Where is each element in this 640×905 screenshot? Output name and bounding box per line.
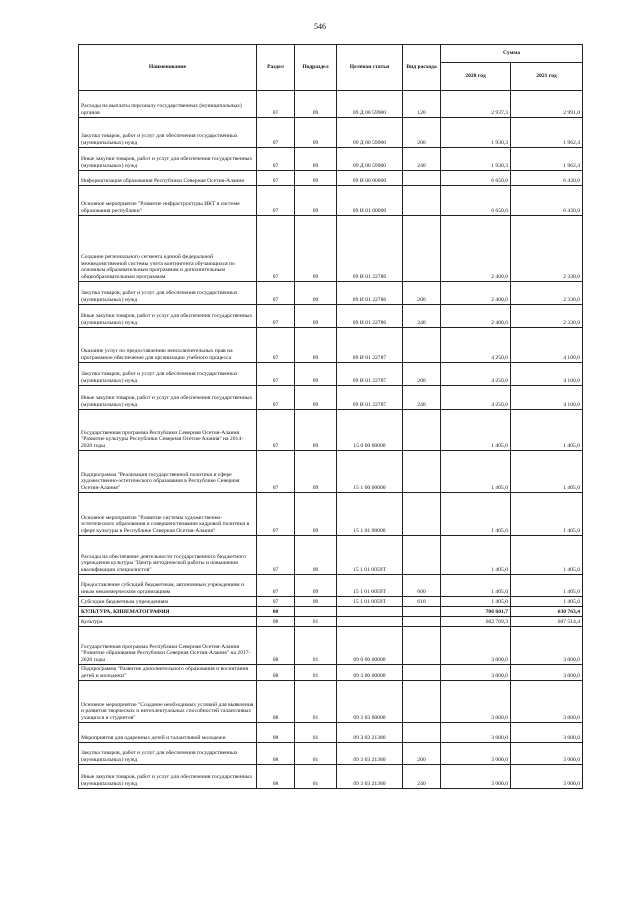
cell-2020: 1 405,0 (441, 451, 511, 493)
cell-2020: 6 650,0 (441, 186, 511, 216)
cell-2020: 1 405,0 (441, 597, 511, 607)
cell-vid (403, 536, 441, 575)
header-2020: 2020 год (441, 63, 511, 91)
cell-vid (403, 328, 441, 363)
cell-2020: 1 405,0 (441, 410, 511, 451)
cell-2021: 1 405,0 (511, 451, 583, 493)
cell-podrazdel (295, 607, 337, 617)
cell-razdel: 08 (257, 723, 295, 743)
cell-target: 09 И 01 22786 (337, 305, 403, 328)
cell-2020: 2 400,0 (441, 305, 511, 328)
cell-vid (403, 665, 441, 681)
cell-razdel: 08 (257, 607, 295, 617)
cell-target: 15 1 01 0059Т (337, 597, 403, 607)
cell-2021: 1 405,0 (511, 410, 583, 451)
table-row (79, 607, 583, 617)
cell-name: Культура (79, 617, 257, 627)
table-row (79, 148, 583, 171)
cell-razdel: 08 (257, 665, 295, 681)
cell-2021: 6 430,0 (511, 186, 583, 216)
header-name: Наименование (79, 45, 257, 91)
cell-2020: 1 930,3 (441, 148, 511, 171)
cell-2020: 6 650,0 (441, 171, 511, 186)
cell-podrazdel: 01 (295, 765, 337, 789)
cell-razdel: 07 (257, 282, 295, 305)
cell-podrazdel: 09 (295, 536, 337, 575)
cell-2020: 4 250,0 (441, 363, 511, 386)
cell-2021: 4 100,0 (511, 328, 583, 363)
cell-razdel: 07 (257, 493, 295, 536)
cell-target: 09 3 03 21380 (337, 723, 403, 743)
cell-target: 09 Д 00 59900 (337, 118, 403, 148)
cell-target: 15 1 01 00000 (337, 493, 403, 536)
cell-podrazdel: 09 (295, 575, 337, 597)
cell-2021: 4 100,0 (511, 363, 583, 386)
cell-target: 09 И 01 00000 (337, 186, 403, 216)
table-row (79, 171, 583, 186)
cell-vid (403, 617, 441, 627)
cell-podrazdel: 01 (295, 617, 337, 627)
cell-2020: 682 769,3 (441, 617, 511, 627)
cell-name: Мероприятия для одаренных детей и талантливой молодежи (79, 723, 257, 743)
table-row (79, 386, 583, 410)
cell-vid: 240 (403, 148, 441, 171)
cell-2020: 1 930,3 (441, 118, 511, 148)
cell-target: 09 И 01 22786 (337, 216, 403, 282)
cell-razdel: 08 (257, 765, 295, 789)
cell-razdel: 07 (257, 451, 295, 493)
cell-2021: 1 405,0 (511, 575, 583, 597)
cell-2020: 1 405,0 (441, 536, 511, 575)
cell-target: 09 3 03 00000 (337, 681, 403, 723)
cell-2021: 1 962,4 (511, 148, 583, 171)
cell-razdel: 07 (257, 536, 295, 575)
header-podrazdel: Подраздел (295, 45, 337, 91)
cell-2020: 3 000,0 (441, 765, 511, 789)
cell-razdel: 07 (257, 148, 295, 171)
cell-podrazdel: 09 (295, 216, 337, 282)
cell-vid (403, 216, 441, 282)
table-row (79, 363, 583, 386)
cell-vid: 120 (403, 91, 441, 118)
cell-2021: 3 000,0 (511, 743, 583, 765)
cell-razdel: 08 (257, 681, 295, 723)
cell-podrazdel: 09 (295, 305, 337, 328)
cell-podrazdel: 09 (295, 363, 337, 386)
cell-podrazdel: 09 (295, 597, 337, 607)
cell-podrazdel: 09 (295, 410, 337, 451)
cell-vid (403, 451, 441, 493)
cell-name: Предоставление субсидий бюджетным, автономным учреждениям и иным некоммерческим организациям (79, 575, 257, 597)
cell-target: 09 Д 00 59900 (337, 148, 403, 171)
cell-target: 15 1 01 0059Т (337, 575, 403, 597)
cell-2020: 2 400,0 (441, 282, 511, 305)
cell-razdel: 07 (257, 91, 295, 118)
cell-name: Основное мероприятие "Развитие системы художественно-эстетического образования и совершенствование кадровой политики в сфере культуры в Республике Северная Осетия-Алания" (79, 493, 257, 536)
cell-podrazdel: 09 (295, 148, 337, 171)
cell-podrazdel: 09 (295, 386, 337, 410)
cell-name: Иные закупки товаров, работ и услуг для обеспечения государственных (муниципальных) нужд (79, 765, 257, 789)
cell-target: 15 1 00 00000 (337, 451, 403, 493)
cell-name: Создание регионального сегмента единой федеральной межведомственной системы учета контингента обучающихся по основным образовательным программам и дополнительным общеобразовательным программам (79, 216, 257, 282)
cell-target (337, 607, 403, 617)
table-row (79, 575, 583, 597)
table-row (79, 743, 583, 765)
table-row (79, 681, 583, 723)
cell-2020: 3 000,0 (441, 627, 511, 665)
cell-vid (403, 723, 441, 743)
cell-2020: 1 405,0 (441, 575, 511, 597)
cell-2020: 1 405,0 (441, 493, 511, 536)
cell-razdel: 07 (257, 410, 295, 451)
cell-name: Иные закупки товаров, работ и услуг для обеспечения государственных (муниципальных) нужд (79, 305, 257, 328)
cell-target: 09 Д 00 59900 (337, 91, 403, 118)
cell-target: 15 0 00 00000 (337, 410, 403, 451)
cell-vid: 200 (403, 363, 441, 386)
cell-2021: 4 100,0 (511, 386, 583, 410)
cell-target: 09 3 03 21380 (337, 765, 403, 789)
cell-vid: 200 (403, 118, 441, 148)
table-row (79, 410, 583, 451)
cell-razdel: 07 (257, 597, 295, 607)
cell-razdel: 07 (257, 575, 295, 597)
cell-name: Закупка товаров, работ и услуг для обеспечения государственных (муниципальных) нужд (79, 363, 257, 386)
cell-name: Основное мероприятие "Развитие инфраструктуры ИКТ в системе образования республики" (79, 186, 257, 216)
table-row (79, 536, 583, 575)
cell-2021: 630 763,4 (511, 607, 583, 617)
cell-target: 09 И 00 00000 (337, 171, 403, 186)
cell-target: 09 3 00 00000 (337, 665, 403, 681)
cell-name: Закупка товаров, работ и услуг для обеспечения государственных (муниципальных) нужд (79, 118, 257, 148)
cell-razdel: 07 (257, 171, 295, 186)
cell-target: 15 1 01 0059Т (337, 536, 403, 575)
cell-name: Субсидии бюджетным учреждениям (79, 597, 257, 607)
cell-podrazdel: 09 (295, 186, 337, 216)
cell-razdel: 07 (257, 328, 295, 363)
cell-2020: 3 000,0 (441, 723, 511, 743)
cell-vid (403, 186, 441, 216)
cell-name: Расходы на обеспечение деятельности государственного бюджетного учреждения культуры "Центр методической работы и повышения квалификации специалистов" (79, 536, 257, 575)
cell-name: Подпрограмма "Развитие дополнительного образования и воспитания детей и молодежи" (79, 665, 257, 681)
cell-2021: 2 991,0 (511, 91, 583, 118)
table-row (79, 451, 583, 493)
cell-2020: 706 601,7 (441, 607, 511, 617)
budget-table (78, 44, 583, 789)
header-2021: 2021 год (511, 63, 583, 91)
cell-podrazdel: 09 (295, 171, 337, 186)
cell-razdel: 07 (257, 186, 295, 216)
cell-vid (403, 681, 441, 723)
table-row (79, 493, 583, 536)
cell-vid: 200 (403, 282, 441, 305)
header-target: Целевая статья (337, 45, 403, 91)
table-row (79, 216, 583, 282)
cell-name: Государственная программа Республики Северная Осетия-Алания "Развитие культуры Республики Северная Осетия-Алания" на 2014-2020 годы (79, 410, 257, 451)
cell-2021: 3 000,0 (511, 681, 583, 723)
page-number: 546 (314, 22, 326, 31)
cell-podrazdel: 09 (295, 282, 337, 305)
cell-vid (403, 171, 441, 186)
cell-target: 09 0 00 00000 (337, 627, 403, 665)
cell-target (337, 617, 403, 627)
cell-razdel: 08 (257, 627, 295, 665)
cell-name: Иные закупки товаров, работ и услуг для обеспечения государственных (муниципальных) нужд (79, 148, 257, 171)
cell-2021: 3 000,0 (511, 627, 583, 665)
cell-vid: 240 (403, 765, 441, 789)
cell-2020: 2 937,3 (441, 91, 511, 118)
table-row (79, 305, 583, 328)
cell-2021: 1 962,4 (511, 118, 583, 148)
cell-2020: 3 000,0 (441, 743, 511, 765)
table-row (79, 765, 583, 789)
cell-vid (403, 627, 441, 665)
cell-podrazdel: 09 (295, 493, 337, 536)
cell-name: Информатизация образования Республики Северная Осетия-Алания (79, 171, 257, 186)
cell-name: Основное мероприятие "Создание необходимых условий для выявления и развития творческих и интеллектуальных способностей талантливых учащихся и студентов" (79, 681, 257, 723)
table-row (79, 723, 583, 743)
cell-vid: 240 (403, 305, 441, 328)
cell-razdel: 07 (257, 118, 295, 148)
table-row (79, 627, 583, 665)
cell-2021: 2 330,0 (511, 305, 583, 328)
cell-2021: 3 000,0 (511, 665, 583, 681)
cell-podrazdel: 09 (295, 118, 337, 148)
cell-vid (403, 607, 441, 617)
cell-name: Закупка товаров, работ и услуг для обеспечения государственных (муниципальных) нужд (79, 743, 257, 765)
table-row (79, 617, 583, 627)
cell-2021: 1 405,0 (511, 493, 583, 536)
cell-name: Иные закупки товаров, работ и услуг для обеспечения государственных (муниципальных) нужд (79, 386, 257, 410)
header-summa: Сумма (441, 45, 583, 63)
cell-podrazdel: 09 (295, 451, 337, 493)
cell-2021: 1 405,0 (511, 597, 583, 607)
table-row (79, 91, 583, 118)
table-row (79, 665, 583, 681)
cell-2021: 2 330,0 (511, 216, 583, 282)
cell-podrazdel: 01 (295, 681, 337, 723)
table-row (79, 186, 583, 216)
cell-razdel: 07 (257, 216, 295, 282)
cell-2020: 3 000,0 (441, 681, 511, 723)
header-razdel: Раздел (257, 45, 295, 91)
table-header (79, 45, 583, 91)
cell-2021: 3 000,0 (511, 723, 583, 743)
table-row (79, 597, 583, 607)
cell-podrazdel: 01 (295, 743, 337, 765)
cell-target: 09 3 03 21380 (337, 743, 403, 765)
cell-razdel: 07 (257, 305, 295, 328)
header-vid: Вид расхода (403, 45, 441, 91)
cell-2021: 3 000,0 (511, 765, 583, 789)
cell-2020: 2 400,0 (441, 216, 511, 282)
cell-podrazdel: 01 (295, 627, 337, 665)
cell-2020: 4 250,0 (441, 328, 511, 363)
cell-name: Государственная программа Республики Северная Осетия-Алания "Развитие образования Республики Северная Осетия-Алания" на 2017-2020 годы (79, 627, 257, 665)
cell-name: Закупка товаров, работ и услуг для обеспечения государственных (муниципальных) нужд (79, 282, 257, 305)
cell-podrazdel: 01 (295, 723, 337, 743)
cell-name: Расходы на выплаты персоналу государственных (муниципальных) органов (79, 91, 257, 118)
cell-razdel: 07 (257, 386, 295, 410)
cell-2021: 6 430,0 (511, 171, 583, 186)
cell-2020: 4 250,0 (441, 386, 511, 410)
cell-podrazdel: 09 (295, 91, 337, 118)
cell-target: 09 И 01 22786 (337, 282, 403, 305)
cell-target: 09 И 01 22787 (337, 363, 403, 386)
cell-podrazdel: 09 (295, 328, 337, 363)
cell-vid: 240 (403, 386, 441, 410)
cell-razdel: 08 (257, 743, 295, 765)
cell-2021: 607 514,4 (511, 617, 583, 627)
cell-target: 09 И 01 22787 (337, 386, 403, 410)
cell-2021: 2 330,0 (511, 282, 583, 305)
cell-vid: 200 (403, 743, 441, 765)
cell-2021: 1 405,0 (511, 536, 583, 575)
cell-razdel: 08 (257, 617, 295, 627)
cell-name: Оказание услуг по предоставлению неисключительных прав на программное обеспечение для организации учебного процесса (79, 328, 257, 363)
table-body (79, 91, 583, 789)
table-row (79, 328, 583, 363)
cell-name: КУЛЬТУРА, КИНЕМАТОГРАФИЯ (79, 607, 257, 617)
table-row (79, 282, 583, 305)
table-row (79, 118, 583, 148)
cell-vid (403, 410, 441, 451)
cell-vid: 600 (403, 575, 441, 597)
cell-podrazdel: 01 (295, 665, 337, 681)
cell-target: 09 И 01 22787 (337, 328, 403, 363)
cell-razdel: 07 (257, 363, 295, 386)
cell-2020: 3 000,0 (441, 665, 511, 681)
cell-name: Подпрограмма "Реализация государственной политики в сфере художественно-эстетического образования в Республике Северная Осетия-Алания" (79, 451, 257, 493)
cell-vid: 610 (403, 597, 441, 607)
cell-vid (403, 493, 441, 536)
